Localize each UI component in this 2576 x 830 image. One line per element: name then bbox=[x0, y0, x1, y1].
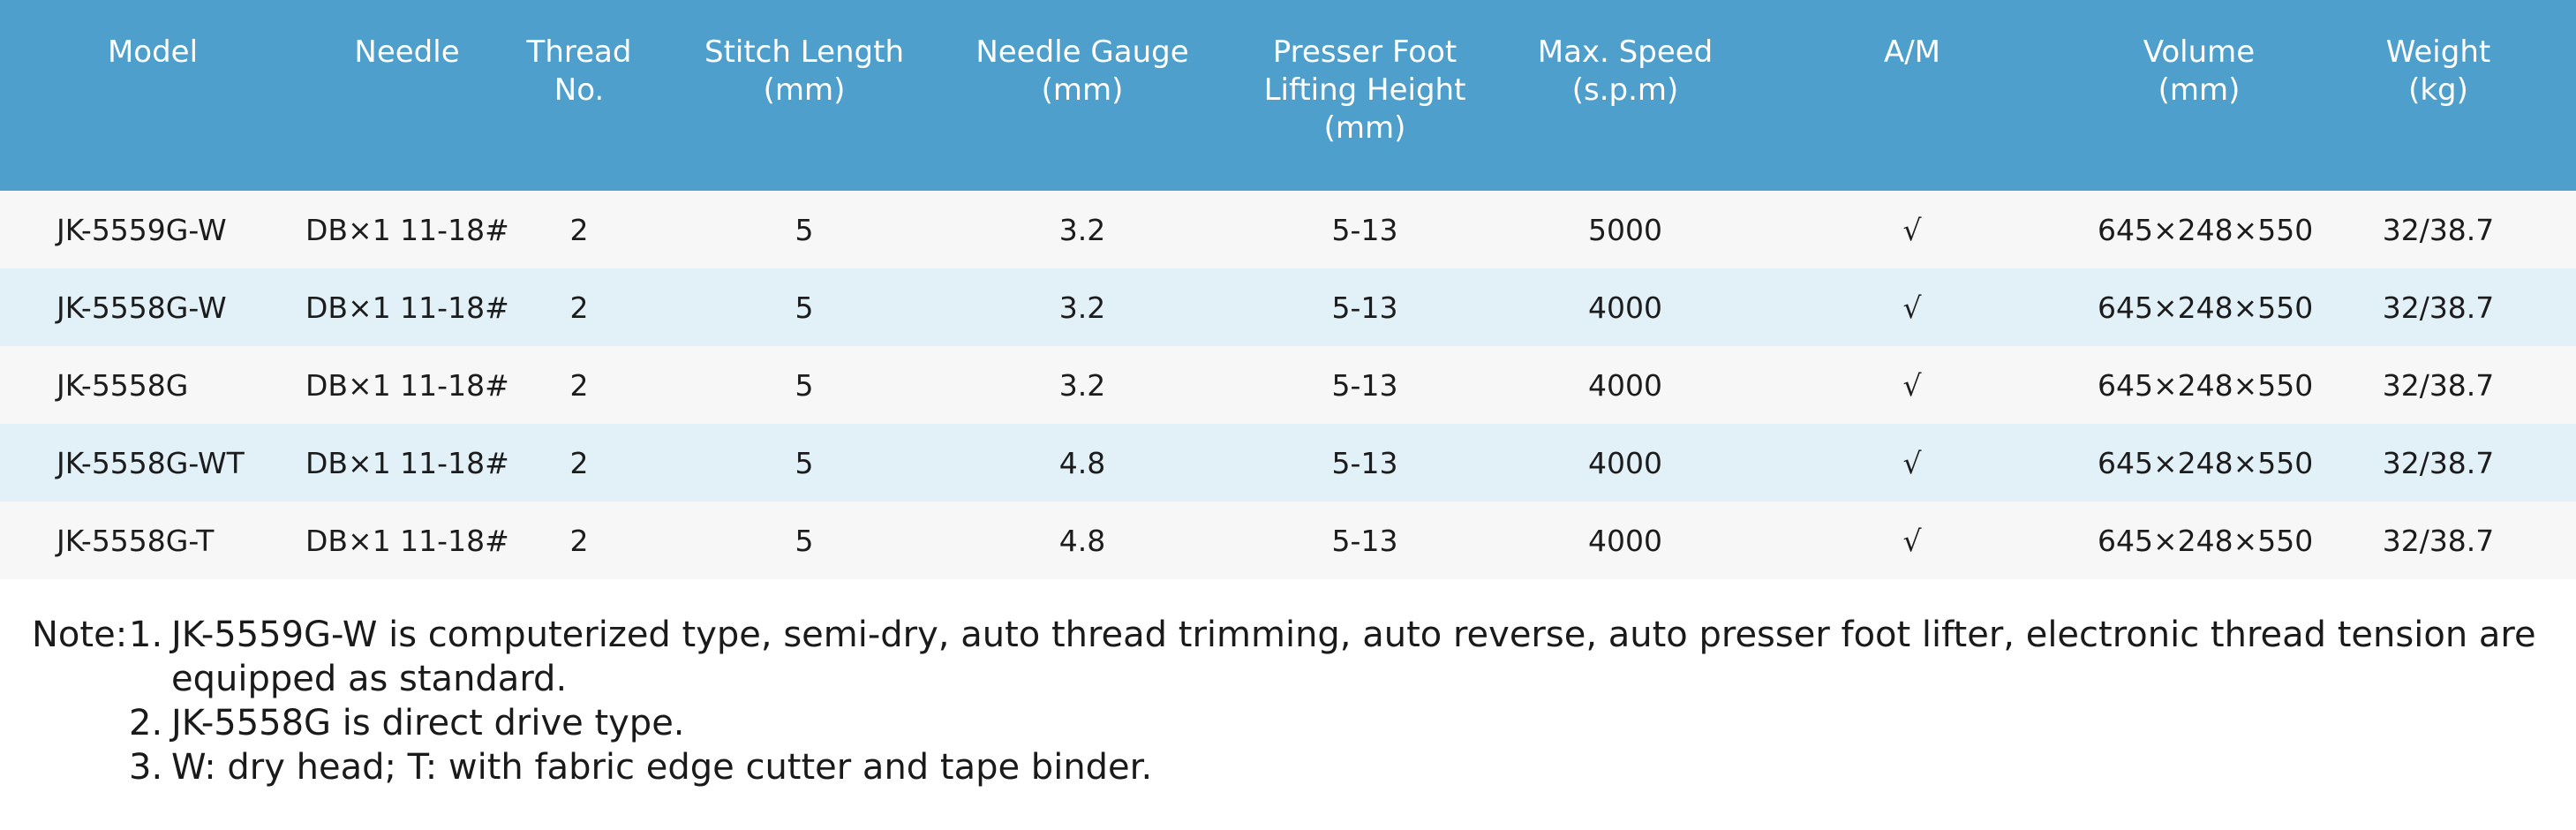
weight-cell: 32/38.7 bbox=[2382, 290, 2495, 325]
needle-cell: DB×1 11-18# bbox=[305, 445, 509, 480]
presser-foot-cell: 5-13 bbox=[1331, 523, 1398, 558]
thread-cell: 2 bbox=[569, 523, 589, 558]
header-volume: Volume (mm) bbox=[2143, 34, 2256, 108]
note-text: JK-5559G-W is computerized type, semi-dry, auto thread trimming, auto reverse, auto presser foot lifter, electronic thread tension are bbox=[171, 615, 2536, 655]
note-prefix: Note: bbox=[32, 615, 128, 655]
note-item bbox=[32, 745, 2574, 789]
needle-gauge-cell: 3.2 bbox=[1058, 367, 1106, 403]
header-presser-foot: Presser Foot Lifting Height (mm) bbox=[1263, 34, 1466, 146]
note-text: W: dry head; T: with fabric edge cutter and tape binder. bbox=[171, 747, 1153, 788]
volume-cell: 645×248×550 bbox=[2098, 290, 2314, 325]
volume-cell: 645×248×550 bbox=[2098, 367, 2314, 403]
needle-gauge-cell: 3.2 bbox=[1058, 290, 1106, 325]
table-row bbox=[0, 502, 2576, 579]
model-cell: JK-5558G-W bbox=[56, 290, 227, 325]
header-max-speed: Max. Speed (s.p.m) bbox=[1537, 34, 1714, 108]
header-thread-no: Thread No. bbox=[526, 34, 632, 108]
stitch-length-cell: 5 bbox=[795, 523, 814, 558]
stitch-length-cell: 5 bbox=[795, 367, 814, 403]
max-speed-cell: 4000 bbox=[1588, 290, 1662, 325]
presser-foot-cell: 5-13 bbox=[1331, 290, 1398, 325]
max-speed-cell: 4000 bbox=[1588, 523, 1662, 558]
header-am: A/M bbox=[1883, 34, 1941, 70]
max-speed-cell: 4000 bbox=[1588, 367, 1662, 403]
thread-cell: 2 bbox=[569, 445, 589, 480]
header-stitch-length: Stitch Length (mm) bbox=[704, 34, 904, 108]
header-needle-gauge: Needle Gauge (mm) bbox=[975, 34, 1189, 108]
weight-cell: 32/38.7 bbox=[2382, 523, 2495, 558]
thread-cell: 2 bbox=[569, 290, 589, 325]
presser-foot-cell: 5-13 bbox=[1331, 445, 1398, 480]
max-speed-cell: 4000 bbox=[1588, 445, 1662, 480]
needle-gauge-cell: 3.2 bbox=[1058, 212, 1106, 247]
header-row bbox=[0, 0, 2576, 191]
presser-foot-cell: 5-13 bbox=[1331, 212, 1398, 247]
note-text: JK-5558G is direct drive type. bbox=[171, 703, 685, 743]
model-cell: JK-5559G-W bbox=[56, 212, 227, 247]
header-model: Model bbox=[107, 34, 199, 70]
table-row bbox=[0, 191, 2576, 268]
stitch-length-cell: 5 bbox=[795, 445, 814, 480]
note-item bbox=[32, 613, 2574, 657]
needle-cell: DB×1 11-18# bbox=[305, 367, 509, 403]
am-check-cell: √ bbox=[1902, 212, 1922, 247]
model-cell: JK-5558G-T bbox=[56, 523, 215, 558]
thread-cell: 2 bbox=[569, 212, 589, 247]
stitch-length-cell: 5 bbox=[795, 290, 814, 325]
table-row bbox=[0, 268, 2576, 346]
volume-cell: 645×248×550 bbox=[2098, 523, 2314, 558]
needle-gauge-cell: 4.8 bbox=[1058, 445, 1106, 480]
needle-cell: DB×1 11-18# bbox=[305, 290, 509, 325]
note-text: equipped as standard. bbox=[171, 659, 568, 699]
thread-cell: 2 bbox=[569, 367, 589, 403]
am-check-cell: √ bbox=[1902, 523, 1922, 558]
table-row bbox=[0, 346, 2576, 424]
stitch-length-cell: 5 bbox=[795, 212, 814, 247]
volume-cell: 645×248×550 bbox=[2098, 212, 2314, 247]
max-speed-cell: 5000 bbox=[1588, 212, 1662, 247]
header-needle: Needle bbox=[354, 34, 460, 70]
note-item bbox=[32, 701, 2574, 745]
weight-cell: 32/38.7 bbox=[2382, 212, 2495, 247]
model-cell: JK-5558G bbox=[56, 367, 189, 403]
model-cell: JK-5558G-WT bbox=[56, 445, 245, 480]
note-number: 3. bbox=[129, 747, 163, 788]
needle-cell: DB×1 11-18# bbox=[305, 523, 509, 558]
am-check-cell: √ bbox=[1902, 367, 1922, 403]
needle-gauge-cell: 4.8 bbox=[1058, 523, 1106, 558]
weight-cell: 32/38.7 bbox=[2382, 367, 2495, 403]
table-row bbox=[0, 424, 2576, 502]
notes-section bbox=[32, 613, 2574, 789]
volume-cell: 645×248×550 bbox=[2098, 445, 2314, 480]
needle-cell: DB×1 11-18# bbox=[305, 212, 509, 247]
header-weight: Weight (kg) bbox=[2385, 34, 2491, 108]
note-continuation bbox=[32, 657, 2574, 701]
note-number: 2. bbox=[129, 703, 163, 743]
am-check-cell: √ bbox=[1902, 445, 1922, 480]
presser-foot-cell: 5-13 bbox=[1331, 367, 1398, 403]
note-number: 1. bbox=[129, 615, 163, 655]
weight-cell: 32/38.7 bbox=[2382, 445, 2495, 480]
am-check-cell: √ bbox=[1902, 290, 1922, 325]
